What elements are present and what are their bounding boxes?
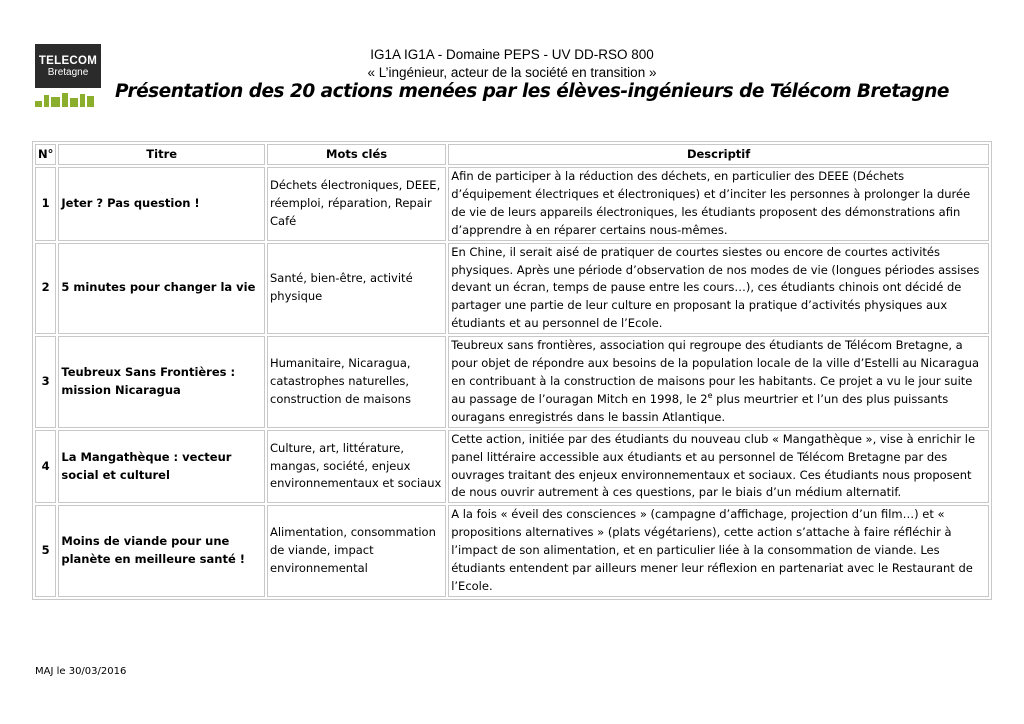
column-header-description: Descriptif <box>448 144 989 165</box>
row-description <box>448 336 989 428</box>
header-line-1: IG1A IG1A - Domaine PEPS - UV DD-RSO 800 <box>370 47 654 62</box>
column-header-title: Titre <box>58 144 265 165</box>
row-number: 4 <box>35 430 56 504</box>
table-row <box>35 336 989 428</box>
footer-update-date: MAJ le 30/03/2016 <box>35 666 127 677</box>
row-description: Afin de participer à la réduction des déchets, en particulier des DEEE (Déchets d’équipement électriques et électroniques) et d’inciter les personnes à prolonger la durée de vie de leurs appareils électroniques, les étudiants proposent des démonstrations afin d’apprendre à en réparer certains nous-mêmes. <box>448 167 989 241</box>
description-text-part-2: plus meurtrier et l’un des plus puissants ouragans enregistrés dans le bassin Atlantique. <box>451 391 949 424</box>
row-title: La Mangathèque : vecteur social et culturel <box>58 430 265 504</box>
description-text-part-1: Teubreux sans frontières, association qui regroupe des étudiants de Télécom Bretagne, a pour objet de répondre aux besoins de la population locale de la ville d’Estelli au Nicaragua en contribuant à la construction de maisons pour les habitants. Ce projet a vu le jour suite au passage de l’ouragan Mitch en 1998, le 2 <box>451 338 979 406</box>
logo-line-1: TELECOM <box>38 54 98 67</box>
row-title: Jeter ? Pas question ! <box>58 167 265 241</box>
column-header-keywords: Mots clés <box>267 144 446 165</box>
row-number: 1 <box>35 167 56 241</box>
table-header-row <box>35 144 989 165</box>
row-description: Cette action, initiée par des étudiants du nouveau club « Mangathèque », vise à enrichir le panel littéraire accessible aux étudiants et au personnel de Télécom Bretagne par des ouvrages traitant des enjeux environnementaux et sociaux. Ces étudiants nous proposent de nous ouvrir autrement à ces questions, par le biais d’un médium alternatif. <box>448 430 989 504</box>
row-description: A la fois « éveil des consciences » (campagne d’affichage, projection d’un film…) et « propositions alternatives » (plats végétariens), cette action s’attache à faire réfléchir à l’impact de son alimentation, et en particulier liée à la consommation de viande. Les étudiants entendent par ailleurs mener leur réflexion en partenariat avec le Restaurant de l’Ecole. <box>448 505 989 597</box>
row-title: 5 minutes pour changer la vie <box>58 243 265 335</box>
row-number: 3 <box>35 336 56 428</box>
row-keywords: Santé, bien-être, activité physique <box>267 243 446 335</box>
table-row <box>35 167 989 241</box>
row-keywords: Alimentation, consommation de viande, impact environnemental <box>267 505 446 597</box>
row-keywords: Culture, art, littérature, mangas, société, enjeux environnementaux et sociaux <box>267 430 446 504</box>
table-row <box>35 430 989 504</box>
column-header-number: N° <box>35 144 56 165</box>
row-description: En Chine, il serait aisé de pratiquer de courtes siestes ou encore de courtes activités physiques. Après une période d’observation de nos modes de vie (longues périodes assises devant un écran, temps de pause entre les cours…), ces étudiants chinois ont décidé de partager une partie de leur culture en proposant la pratique d’activités physiques aux étudiants et au personnel de l’Ecole. <box>448 243 989 335</box>
table-row <box>35 243 989 335</box>
actions-table <box>32 141 992 600</box>
row-keywords: Humanitaire, Nicaragua, catastrophes naturelles, construction de maisons <box>267 336 446 428</box>
row-title: Teubreux Sans Frontières : mission Nicaragua <box>58 336 265 428</box>
superscript-ordinal: e <box>707 391 713 401</box>
page-title: Présentation des 20 actions menées par les élèves-ingénieurs de Télécom Bretagne <box>115 81 949 102</box>
table-row <box>35 505 989 597</box>
row-title: Moins de viande pour une planète en meilleure santé ! <box>58 505 265 597</box>
header-line-2: « L’ingénieur, acteur de la société en transition » <box>367 65 657 80</box>
row-keywords: Déchets électroniques, DEEE, réemploi, réparation, Repair Café <box>267 167 446 241</box>
row-number: 2 <box>35 243 56 335</box>
logo-line-2: Bretagne <box>47 66 89 78</box>
row-number: 5 <box>35 505 56 597</box>
